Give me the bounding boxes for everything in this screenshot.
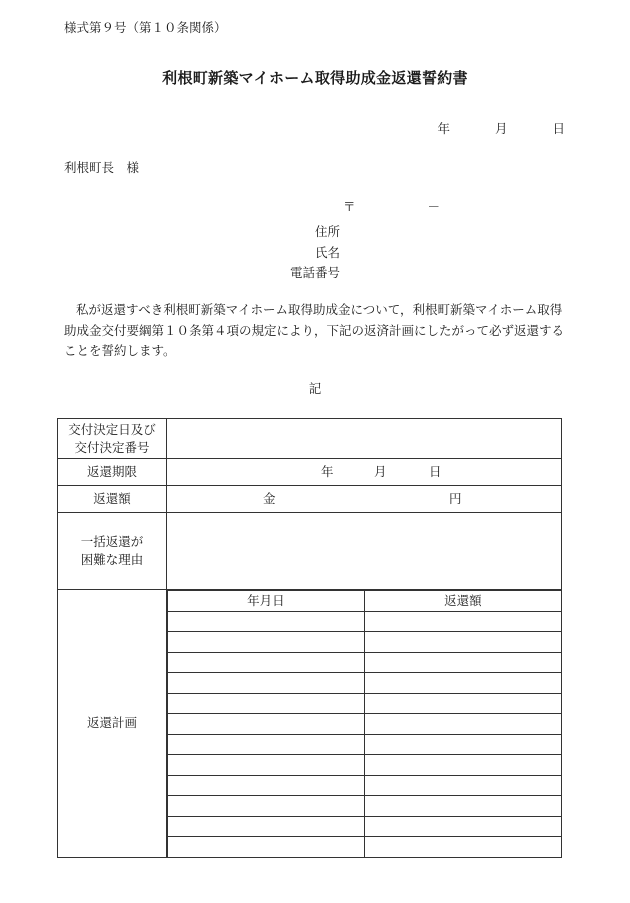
plan-amount-field[interactable]	[364, 816, 561, 837]
grant-value-field[interactable]	[167, 419, 562, 459]
plan-entry-row	[168, 714, 562, 735]
form-number: 様式第９号（第１０条関係）	[64, 20, 227, 35]
plan-entry-row	[168, 796, 562, 817]
plan-amount-field[interactable]	[364, 652, 561, 673]
plan-date-field[interactable]	[168, 611, 365, 632]
period-row	[58, 459, 562, 486]
plan-date-field[interactable]	[168, 632, 365, 653]
reason-label-line1: 一括返還が	[80, 534, 144, 549]
plan-date-field[interactable]	[168, 693, 365, 714]
period-label: 返還期限	[58, 459, 167, 486]
plan-entry-row	[168, 693, 562, 714]
plan-date-field[interactable]	[168, 816, 365, 837]
plan-entry-row	[168, 611, 562, 632]
amount-value-field[interactable]	[167, 486, 562, 513]
address-label: 住所	[314, 224, 340, 239]
reason-value-field[interactable]	[167, 513, 562, 590]
plan-entry-row	[168, 755, 562, 776]
plan-grid	[167, 590, 561, 857]
date-year: 年	[437, 121, 450, 136]
document-title: 利根町新築マイホーム取得助成金返還誓約書	[162, 69, 468, 87]
period-value-field[interactable]	[167, 459, 562, 486]
applicant-block	[290, 222, 340, 284]
plan-header-date: 年月日	[168, 591, 365, 612]
period-month: 月	[374, 464, 387, 479]
plan-date-field[interactable]	[168, 734, 365, 755]
plan-date-field[interactable]	[168, 652, 365, 673]
grant-row	[58, 419, 562, 459]
plan-amount-field[interactable]	[364, 632, 561, 653]
reason-label-line2: 困難な理由	[80, 552, 144, 567]
plan-amount-field[interactable]	[364, 837, 561, 857]
plan-entry-row	[168, 632, 562, 653]
plan-amount-field[interactable]	[364, 611, 561, 632]
plan-header-row	[168, 591, 562, 612]
grant-label	[58, 419, 167, 459]
reason-label	[58, 513, 167, 590]
postal-mark: 〒	[343, 199, 356, 214]
plan-grid-cell	[167, 590, 562, 858]
plan-date-field[interactable]	[168, 714, 365, 735]
plan-entry-row	[168, 775, 562, 796]
plan-label: 返還計画	[58, 590, 167, 858]
plan-amount-field[interactable]	[364, 734, 561, 755]
grant-label-line1: 交付決定日及び	[68, 421, 156, 437]
plan-entry-row	[168, 816, 562, 837]
plan-entry-row	[168, 652, 562, 673]
amount-label: 返還額	[58, 486, 167, 513]
postal-dash: －	[427, 199, 441, 214]
pledge-table	[57, 418, 562, 858]
date-line	[437, 123, 565, 136]
name-label: 氏名	[314, 244, 340, 260]
plan-amount-field[interactable]	[364, 755, 561, 776]
period-day: 日	[429, 464, 442, 479]
plan-date-field[interactable]	[168, 755, 365, 776]
reason-row	[58, 513, 562, 590]
plan-amount-field[interactable]	[364, 673, 561, 694]
plan-amount-field[interactable]	[364, 796, 561, 817]
date-month: 月	[494, 121, 508, 136]
plan-entry-row	[168, 673, 562, 694]
pledge-text: 私が返還すべき利根町新築マイホーム取得助成金について，利根町新築マイホーム取得助成金交付要綱第１０条第４項の規定により，下記の返済計画にしたがって必ず返還することを誓約します。	[64, 302, 565, 358]
postal-code-line	[343, 201, 440, 214]
amount-prefix: 金	[263, 491, 276, 506]
amount-suffix: 円	[449, 491, 462, 506]
plan-entry-row	[168, 837, 562, 857]
addressee: 利根町長 様	[64, 160, 140, 175]
grant-label-line2: 交付決定番号	[74, 439, 150, 455]
amount-row	[58, 486, 562, 513]
plan-amount-field[interactable]	[364, 775, 561, 796]
plan-date-field[interactable]	[168, 775, 365, 796]
phone-label: 電話番号	[289, 265, 340, 280]
plan-header-amount: 返還額	[364, 591, 561, 612]
plan-date-field[interactable]	[168, 673, 365, 694]
plan-entry-row	[168, 734, 562, 755]
plan-amount-field[interactable]	[364, 714, 561, 735]
period-year: 年	[321, 464, 334, 479]
plan-row	[58, 590, 562, 858]
plan-amount-field[interactable]	[364, 693, 561, 714]
plan-date-field[interactable]	[168, 796, 365, 817]
plan-date-field[interactable]	[168, 837, 365, 857]
ki-heading: 記	[308, 381, 322, 396]
date-day: 日	[552, 121, 565, 136]
